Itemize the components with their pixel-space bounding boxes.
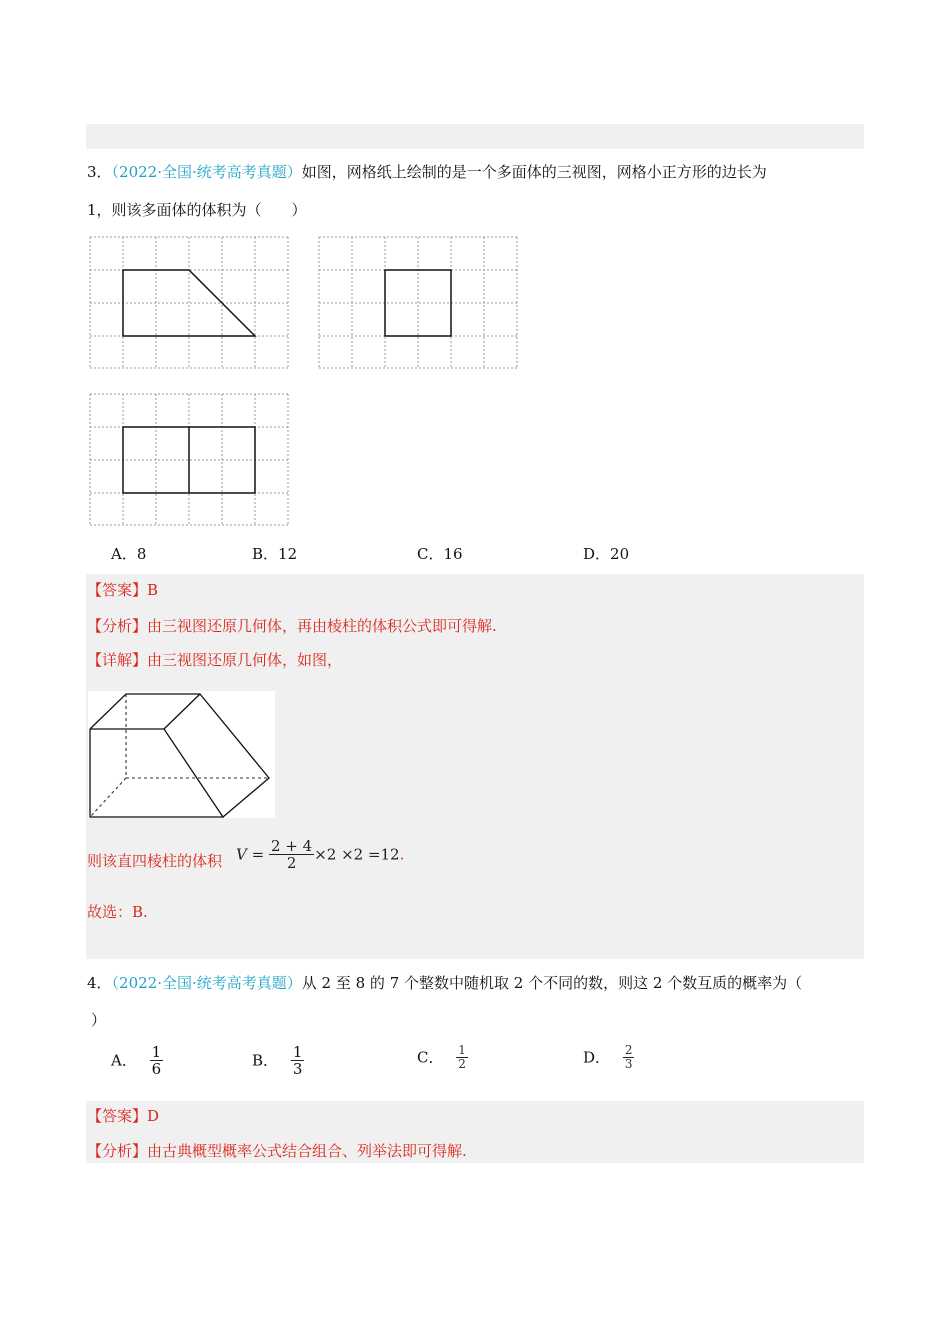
q4-option-b-den: 3	[292, 1060, 303, 1078]
q4-answer	[87, 1106, 159, 1126]
q4-option-c[interactable]	[417, 1044, 468, 1086]
q4-stem-text: 从 2 至 8 的 7 个整数中随机取 2 个不同的数，则这 2 个数互质的概率为（	[301, 974, 803, 992]
q3-option-c-value: 16	[443, 545, 463, 563]
q3-answer-tag: 【答案】	[87, 581, 148, 599]
q4-option-d-den: 3	[624, 1057, 633, 1071]
q3-source: （2022·全国·统考高考真题）	[111, 163, 302, 181]
side-view-grid	[319, 237, 519, 370]
q4-option-a-num: 1	[151, 1043, 162, 1061]
q4-option-c-num: 1	[458, 1043, 466, 1057]
q4-analysis	[87, 1141, 467, 1161]
q4-option-a-label: A．	[111, 1051, 137, 1070]
q4-analysis-tag: 【分析】	[87, 1142, 148, 1160]
q3-number: 3．	[87, 163, 112, 181]
formula-period: .	[399, 845, 405, 864]
q4-analysis-text: 由古典概型概率公式结合组合、列举法即可得解.	[147, 1142, 467, 1160]
q3-option-a-value: 8	[136, 545, 147, 563]
formula-rest: ×2 ×2 =12	[314, 845, 400, 864]
q3-option-d-value: 20	[610, 545, 630, 563]
q3-volume-line	[87, 850, 222, 880]
q3-detail-tag: 【详解】	[87, 651, 148, 669]
q4-option-d-fraction	[623, 1044, 635, 1071]
q3-analysis-tag: 【分析】	[87, 617, 148, 635]
q3-option-d[interactable]	[583, 544, 629, 564]
q3-answer-value: B	[147, 581, 159, 599]
q4-option-a-fraction	[150, 1044, 164, 1077]
q4-option-b[interactable]	[252, 1044, 304, 1086]
q3-option-a[interactable]	[111, 544, 146, 564]
q4-number: 4．	[87, 974, 112, 992]
q4-option-b-fraction	[291, 1044, 305, 1077]
formula-lhs: V	[236, 845, 247, 864]
q3-analysis	[87, 616, 497, 636]
q3-volume-text: 则该直四棱柱的体积	[87, 852, 223, 870]
q3-option-b-label: B．	[252, 545, 279, 563]
formula-eq: =	[251, 845, 265, 864]
formula-denominator: 2	[269, 854, 314, 871]
q3-option-b[interactable]	[252, 544, 297, 564]
q4-option-d-num: 2	[624, 1043, 633, 1057]
q4-source: （2022·全国·统考高考真题）	[111, 974, 302, 992]
q3-stem-line2: 1，则该多面体的体积为（ ）	[87, 201, 307, 219]
q4-stem-line2: ）	[91, 1011, 107, 1029]
q4-option-d-label: D．	[583, 1048, 611, 1067]
prism-3d-figure	[88, 691, 275, 818]
formula-numerator: 2 + 4	[270, 837, 313, 855]
q4-answer-tag: 【答案】	[87, 1107, 148, 1125]
q3-option-b-value: 12	[278, 545, 298, 563]
q4-stem-line1	[87, 973, 802, 993]
q4-option-c-label: C．	[417, 1048, 444, 1067]
q4-option-c-den: 2	[458, 1057, 466, 1071]
q3-volume-formula	[236, 838, 404, 871]
top-view-grid	[90, 394, 290, 527]
q3-option-c-label: C．	[417, 545, 444, 563]
q4-answer-value: D	[147, 1107, 160, 1125]
q4-option-d[interactable]	[583, 1044, 634, 1086]
front-view-grid	[90, 237, 290, 370]
formula-fraction	[269, 838, 314, 871]
q4-option-b-label: B．	[252, 1051, 279, 1070]
q3-detail	[87, 650, 342, 670]
q3-conclusion: 故选：B.	[87, 903, 148, 921]
top-gray-strip	[86, 124, 864, 149]
q3-stem-text: 如图，网格纸上绘制的是一个多面体的三视图，网格小正方形的边长为	[301, 163, 767, 181]
q4-option-b-num: 1	[292, 1043, 303, 1061]
q4-option-a-den: 6	[151, 1060, 162, 1078]
q3-option-a-label: A．	[111, 545, 137, 563]
q3-option-c[interactable]	[417, 544, 463, 564]
q3-analysis-text: 由三视图还原几何体，再由棱柱的体积公式即可得解.	[147, 617, 497, 635]
q3-stem-line1	[87, 162, 767, 182]
q4-option-c-fraction	[456, 1044, 468, 1071]
q3-detail-text: 由三视图还原几何体，如图，	[147, 651, 343, 669]
q4-option-a[interactable]	[111, 1044, 163, 1086]
q3-answer	[87, 580, 158, 600]
q3-option-d-label: D．	[583, 545, 611, 563]
